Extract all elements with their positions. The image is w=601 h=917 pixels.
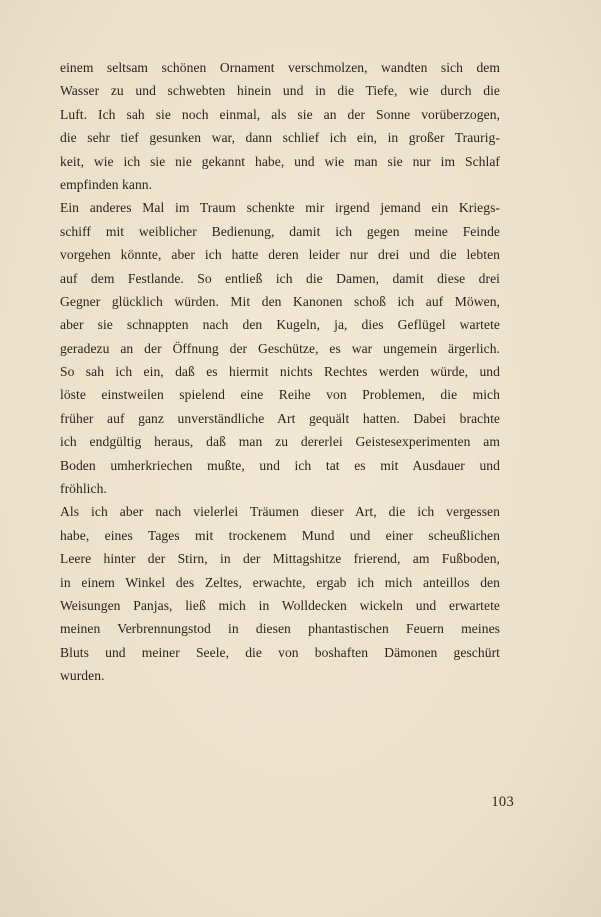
text-line: meinen Verbrennungstod in diesen phantastischen Feuern meines: [60, 621, 500, 637]
text-line: Boden umherkriechen mußte, und ich tat es mit Ausdauer und: [60, 457, 500, 473]
text-line: Wasser zu und schwebten hinein und in die Tiefe, wie durch die: [60, 83, 500, 99]
text-line: fröhlich.: [60, 481, 107, 497]
text-line: Bluts und meiner Seele, die von boshaften Dämonen geschürt: [60, 644, 500, 660]
text-line: schiff mit weiblicher Bedienung, damit ich gegen meine Feinde: [60, 223, 500, 239]
text-line: empfinden kann.: [60, 176, 153, 192]
text-line: Leere hinter der Stirn, in der Mittagshitze frierend, am Fußboden,: [60, 551, 500, 567]
text-line: Weisungen Panjas, ließ mich in Wolldecken wickeln und erwartete: [60, 597, 500, 613]
text-line: auf dem Festlande. So entließ ich die Damen, damit diese drei: [60, 270, 500, 286]
text-line: keit, wie ich sie nie gekannt habe, und wie man sie nur im Schlaf: [60, 153, 500, 169]
text-line: in einem Winkel des Zeltes, erwachte, ergab ich mich anteillos den: [60, 574, 500, 590]
text-line: früher auf ganz unverständliche Art gequält hatten. Dabei brachte: [60, 410, 500, 426]
text-line: Luft. Ich sah sie noch einmal, als sie an der Sonne vorüberzogen,: [60, 106, 500, 122]
text-line: ich endgültig heraus, daß man zu dererlei Geistesexperimenten am: [60, 434, 500, 450]
text-line: Gegner glücklich würden. Mit den Kanonen schoß ich auf Möwen,: [60, 293, 500, 309]
text-line: einem seltsam schönen Ornament verschmolzen, wandten sich dem: [60, 60, 500, 75]
body-text: [60, 56, 500, 688]
text-line: So sah ich ein, daß es hiermit nichts Rechtes werden würde, und: [60, 364, 500, 380]
text-line: habe, eines Tages mit trockenem Mund und einer scheußlichen: [60, 527, 500, 543]
text-line: löste einstweilen spielend eine Reihe von Problemen, die mich: [60, 387, 500, 403]
text-line: geradezu an der Öffnung der Geschütze, es war ungemein ärgerlich.: [60, 340, 500, 356]
text-line: wurden.: [60, 668, 105, 684]
text-line: die sehr tief gesunken war, dann schlief ich ein, in großer Traurig-: [60, 130, 500, 146]
page-number: 103: [491, 794, 514, 810]
text-line: Ein anderes Mal im Traum schenkte mir irgend jemand ein Kriegs-: [60, 200, 500, 216]
text-line: vorgehen könnte, aber ich hatte deren leider nur drei und die lebten: [60, 247, 500, 263]
text-line: Als ich aber nach vielerlei Träumen dieser Art, die ich vergessen: [60, 504, 500, 520]
text-line: aber sie schnappten nach den Kugeln, ja, dies Geflügel wartete: [60, 317, 500, 333]
